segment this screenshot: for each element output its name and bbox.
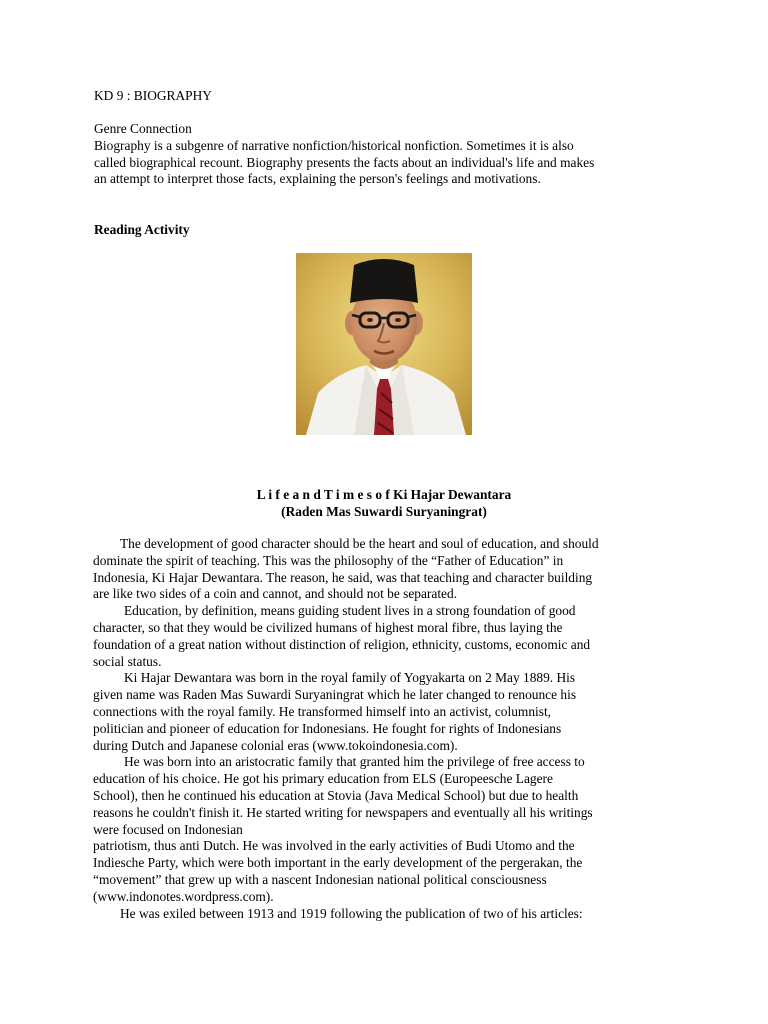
portrait-image <box>296 253 472 435</box>
article-title: L i f e a n d T i m e s o f Ki Hajar Dewantara <box>256 487 512 502</box>
article-line: (www.indonotes.wordpress.com). <box>93 888 274 904</box>
article-line: character, so that they would be civilized humans of highest moral fibre, thus laying the <box>93 619 563 635</box>
article-body <box>93 536 683 922</box>
article-subtitle: (Raden Mas Suwardi Suryaningrat) <box>281 504 487 519</box>
article-line: politician and pioneer of education for Indonesians. He fought for rights of Indonesians <box>93 720 562 736</box>
genre-line: Biography is a subgenre of narrative nonfiction/historical nonfiction. Sometimes it is also <box>94 137 574 153</box>
article-line: reasons he couldn't finish it. He started writing for newspapers and eventually all his writings <box>93 804 593 820</box>
genre-connection-section <box>94 121 694 188</box>
article-line: were focused on Indonesian <box>93 821 243 837</box>
genre-line: called biographical recount. Biography presents the facts about an individual's life and makes <box>94 154 595 170</box>
reading-activity-heading: Reading Activity <box>94 222 190 237</box>
article-line: foundation of a great nation without distinction of religion, ethnicity, customs, economic and <box>93 636 591 652</box>
genre-line: an attempt to interpret those facts, explaining the person's feelings and motivations. <box>94 171 541 187</box>
article-line: connections with the royal family. He transformed himself into an activist, columnist, <box>93 703 552 719</box>
article-line: are like two sides of a coin and cannot, and should not be separated. <box>93 586 458 602</box>
article-line: patriotism, thus anti Dutch. He was involved in the early activities of Budi Utomo and the <box>93 838 575 854</box>
article-line: The development of good character should be the heart and soul of education, and should <box>120 536 599 551</box>
article-line: Indonesia, Ki Hajar Dewantara. The reason, he said, was that teaching and character building <box>93 569 593 585</box>
article-line: Education, by definition, means guiding student lives in a strong foundation of good <box>124 603 576 619</box>
genre-heading: Genre Connection <box>94 121 192 136</box>
article-line: social status. <box>93 653 162 669</box>
article-line: He was born into an aristocratic family that granted him the privilege of free access to <box>124 754 585 770</box>
document-heading: KD 9 : BIOGRAPHY <box>94 88 212 103</box>
article-line: Ki Hajar Dewantara was born in the royal family of Yogyakarta on 2 May 1889. His <box>124 670 576 686</box>
article-line: “movement” that grew up with a nascent Indonesian national political consciousness <box>93 871 547 887</box>
article-line: dominate the spirit of teaching. This was the philosophy of the “Father of Education” in <box>93 552 564 568</box>
article-line: He was exiled between 1913 and 1919 following the publication of two of his articles: <box>120 905 583 921</box>
article-line: given name was Raden Mas Suwardi Suryaningrat which he later changed to renounce his <box>93 687 577 703</box>
article-line: Indiesche Party, which were both important in the early development of the pergerakan, the <box>93 855 583 871</box>
article-line: School), then he continued his education at Stovia (Java Medical School) but due to health <box>93 787 579 803</box>
article-line: during Dutch and Japanese colonial eras (www.tokoindonesia.com). <box>93 737 458 753</box>
article-line: education of his choice. He got his primary education from ELS (Europeesche Lagere <box>93 771 553 787</box>
